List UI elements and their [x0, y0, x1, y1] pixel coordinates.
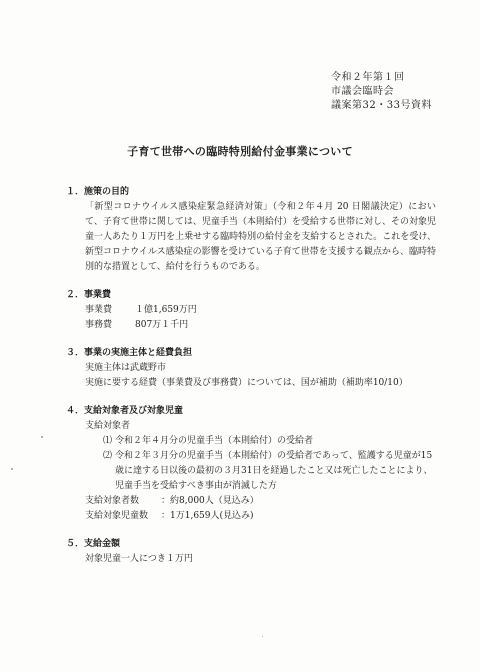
section-purpose	[66, 185, 436, 275]
section-title: 支給金額	[84, 539, 121, 549]
eligibility-item	[66, 434, 436, 449]
section-title: 支給対象者及び対象児童	[84, 406, 184, 416]
item-text: 令和２年４月分の児童手当（本則給付）の受給者	[115, 436, 314, 446]
amount-line: 対象児童一人につき１万円	[85, 554, 193, 564]
implementation-line: 実施に要する経費（事業費及び事務費）については、国が補助（補助率10/10）	[85, 378, 408, 388]
section-number: ２．	[66, 290, 85, 300]
session-line-1: 令和２年第１回	[331, 72, 405, 83]
cost-label: 事務費	[85, 320, 113, 330]
count-label: 支給対象者数	[85, 496, 140, 506]
count-value: ：約8,000人（見込み）	[161, 496, 259, 506]
scan-speck	[41, 436, 43, 438]
cost-row	[66, 303, 436, 318]
section-cost	[66, 288, 436, 333]
session-line-2: 市議会臨時会	[331, 86, 394, 97]
section-heading	[66, 404, 436, 419]
section-heading	[66, 346, 436, 361]
scan-speck	[262, 636, 263, 637]
section-number: ５．	[66, 539, 85, 549]
cost-row	[66, 318, 436, 333]
item-text: 令和２年３月分の児童手当（本則給付）の受給者であって、監護する児童が15	[115, 451, 433, 461]
section-number: １．	[66, 187, 85, 197]
section-title: 事業の実施主体と経費負担	[84, 348, 193, 358]
document-title: 子育て世帯への臨時特別給付金事業について	[127, 145, 353, 158]
scan-speck	[11, 468, 13, 470]
cost-value: 807万１千円	[135, 320, 189, 330]
eligibility-item-continued: 歳に達する日以後の最初の３月31日を経過したこと又は死亡したことにより、	[115, 466, 433, 476]
eligibility-item-continued: 児童手当を受給すべき事由が消滅した方	[115, 481, 277, 491]
implementation-line: 実施主体は武蔵野市	[85, 363, 167, 373]
count-label: 支給対象児童数	[85, 511, 149, 521]
count-row	[66, 509, 436, 524]
cost-label: 事業費	[85, 305, 113, 315]
session-header	[331, 71, 432, 113]
eligibility-subheading: 支給対象者	[85, 421, 131, 431]
item-marker: ⑵	[103, 451, 113, 461]
cost-value: １億1,659万円	[135, 305, 197, 315]
section-number: ４．	[66, 406, 85, 416]
eligibility-item	[66, 449, 436, 464]
section-implementation	[66, 346, 436, 391]
section-heading	[66, 537, 436, 552]
section-amount	[66, 537, 436, 567]
section-title: 事業費	[84, 290, 112, 300]
section-number: ３．	[66, 348, 85, 358]
count-value: ：1万1,659人(見込み)	[161, 511, 254, 521]
section-eligibility	[66, 404, 436, 524]
section-title: 施策の目的	[84, 187, 130, 197]
item-marker: ⑴	[103, 436, 113, 446]
session-line-3: 議案第32・33号資料	[331, 100, 432, 111]
count-row	[66, 494, 436, 509]
section-heading	[66, 185, 436, 200]
section-heading	[66, 288, 436, 303]
purpose-paragraph: 「新型コロナウイルス感染症緊急経済対策」（令和２年４月 20 日閣議決定）において、子育て世帯に関しては、児童手当（本則給付）を受給する世帯に対し、その対象児童一人あたり１万円を上乗せする臨時特別の給付金を支給するとされた。これを受け、新型コロナウイルス感染症の影響を受けている子育て世帯を支援する観点から、臨時特別的な措置として、給付を行うものである。	[85, 202, 436, 272]
